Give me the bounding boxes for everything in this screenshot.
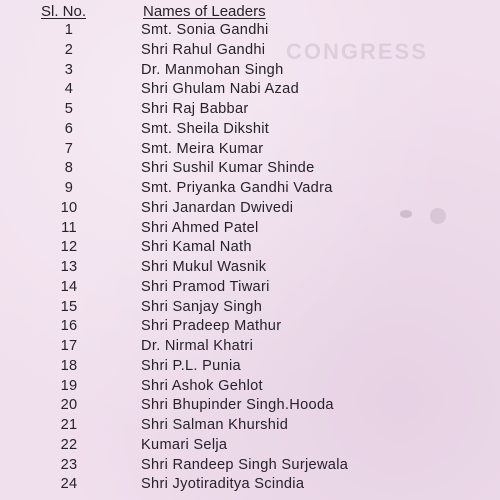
serial-number: 5 — [64, 101, 74, 117]
leader-name: Shri Raj Babbar — [141, 101, 249, 117]
leader-name: Shri Randeep Singh Surjewala — [141, 456, 349, 473]
list-item — [0, 239, 500, 259]
list-item — [0, 259, 500, 279]
list-item — [0, 180, 500, 200]
bleed-through-heading: CONGRESS — [286, 39, 428, 64]
list-item — [0, 121, 500, 141]
serial-number: 14 — [60, 278, 78, 295]
list-item — [0, 220, 500, 240]
serial-number: 12 — [60, 239, 78, 256]
serial-number: 23 — [60, 456, 78, 473]
serial-number: 11 — [61, 219, 77, 236]
serial-number: 18 — [60, 357, 78, 374]
leader-name: Smt. Sonia Gandhi — [141, 22, 269, 38]
leader-name: Shri Salman Khurshid — [141, 417, 289, 433]
serial-number: 22 — [60, 436, 78, 453]
leader-name: Shri Ashok Gehlot — [141, 377, 263, 394]
leader-name: Shri Ghulam Nabi Azad — [141, 81, 299, 98]
serial-number: 17 — [60, 338, 78, 354]
list-item — [0, 437, 500, 457]
serial-number: 20 — [60, 397, 78, 414]
list-item — [0, 141, 500, 161]
serial-number: 1 — [64, 22, 74, 38]
list-item — [0, 81, 500, 101]
list-item — [0, 101, 500, 121]
list-item — [0, 200, 500, 220]
leader-name: Shri Mukul Wasnik — [141, 259, 267, 275]
list-item — [0, 378, 500, 398]
leader-name: Dr. Nirmal Khatri — [141, 338, 254, 354]
leader-name: Shri P.L. Punia — [141, 357, 241, 374]
serial-number: 15 — [60, 298, 78, 315]
list-item — [0, 338, 500, 358]
serial-number: 8 — [64, 160, 74, 177]
leader-name: Shri Kamal Nath — [141, 239, 252, 256]
leader-name: Shri Rahul Gandhi — [141, 41, 266, 58]
serial-number: 10 — [60, 199, 78, 216]
leader-name: Dr. Manmohan Singh — [141, 61, 284, 78]
list-item — [0, 358, 500, 378]
list-item — [0, 476, 500, 496]
serial-number: 6 — [64, 120, 74, 137]
list-item — [0, 22, 500, 42]
leader-name: Shri Jyotiraditya Scindia — [141, 476, 305, 493]
list-item — [0, 160, 500, 180]
leader-name: Shri Janardan Dwivedi — [141, 199, 294, 216]
serial-number: 2 — [64, 41, 74, 58]
leader-name: Smt. Meira Kumar — [141, 140, 264, 157]
leader-name: Smt. Sheila Dikshit — [141, 120, 270, 137]
list-item — [0, 299, 500, 319]
serial-number: 19 — [60, 377, 78, 394]
column-header-sl-no: Sl. No. — [41, 3, 87, 20]
leader-name: Shri Pradeep Mathur — [141, 318, 282, 335]
leader-name: Shri Bhupinder Singh.Hooda — [141, 397, 334, 414]
column-header-names: Names of Leaders — [143, 3, 266, 20]
list-item — [0, 42, 500, 62]
leader-name: Kumari Selja — [141, 436, 228, 453]
list-item — [0, 457, 500, 477]
serial-number: 16 — [60, 318, 78, 335]
serial-number: 4 — [64, 81, 74, 98]
serial-number: 7 — [64, 140, 74, 157]
list-item — [0, 417, 500, 437]
serial-number: 9 — [64, 180, 74, 196]
serial-number: 24 — [60, 476, 78, 493]
list-item — [0, 397, 500, 417]
list-item — [0, 62, 500, 82]
leader-name: Shri Sanjay Singh — [141, 298, 263, 315]
serial-number: 21 — [60, 417, 78, 433]
leader-name: Shri Ahmed Patel — [141, 219, 259, 236]
serial-number: 3 — [64, 61, 74, 78]
serial-number: 13 — [60, 259, 78, 275]
list-item — [0, 279, 500, 299]
list-item — [0, 318, 500, 338]
leader-name: Shri Sushil Kumar Shinde — [141, 160, 315, 177]
leader-name: Smt. Priyanka Gandhi Vadra — [141, 180, 333, 196]
leader-name: Shri Pramod Tiwari — [141, 278, 270, 295]
